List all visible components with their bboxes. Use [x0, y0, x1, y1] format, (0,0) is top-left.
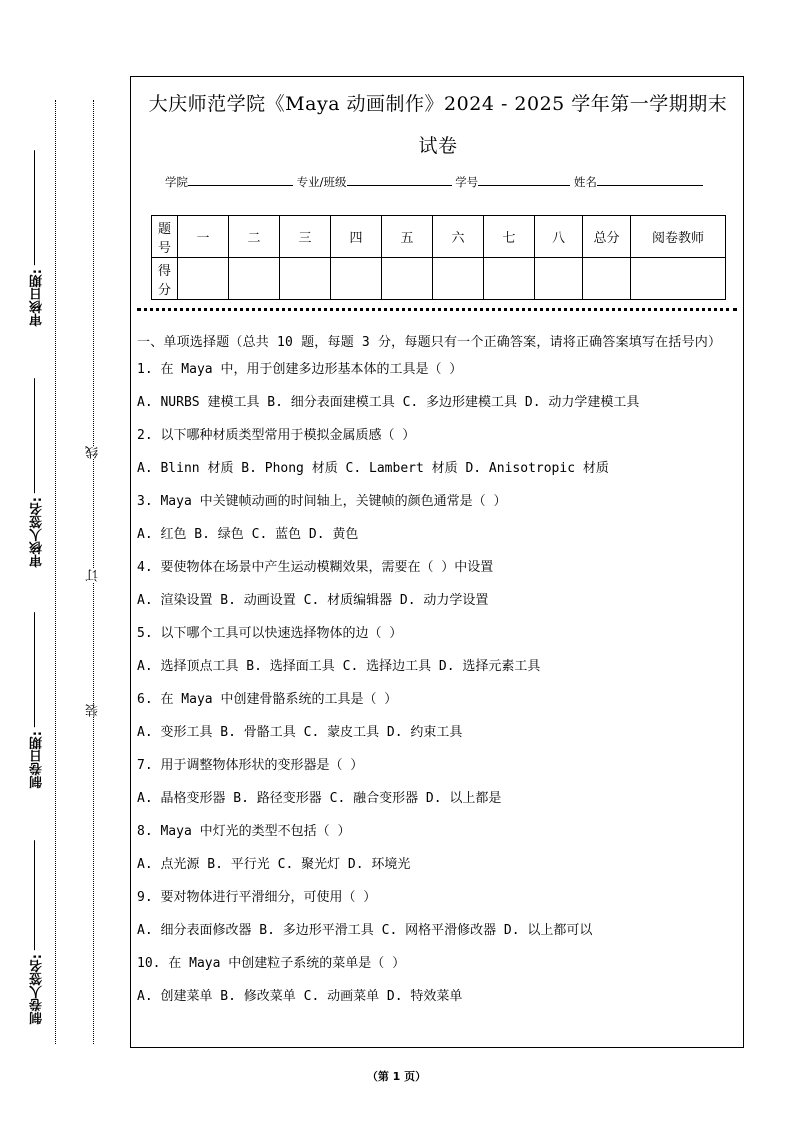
header-cell: 四	[331, 216, 382, 258]
header-cell: 七	[484, 216, 535, 258]
header-cell: 三	[280, 216, 331, 258]
question-text: 10. 在 Maya 中创建粒子系统的菜单是（ ）	[137, 956, 406, 971]
paper-maker-signature-field: 制卷人签名:	[28, 840, 48, 1024]
exam-title-line1: 大庆师范学院《Maya 动画制作》2024 - 2025 学年第一学期期末	[148, 93, 728, 115]
question-text: 6. 在 Maya 中创建骨骼系统的工具是（ ）	[137, 692, 398, 707]
header-cell: 六	[433, 216, 484, 258]
question-options: A. 创建菜单 B. 修改菜单 C. 动画菜单 D. 特效菜单	[137, 989, 463, 1004]
reviewer-signature-field: 审核人签名:	[28, 378, 48, 567]
binding-char-xian: 线	[86, 446, 101, 459]
score-label-cell: 得分	[152, 258, 178, 300]
name-label: 姓名	[573, 175, 597, 189]
section1	[137, 332, 741, 1019]
header-cell: 一	[178, 216, 229, 258]
binding-char-zhuang: 装	[86, 704, 101, 717]
question-options: A. 晶格变形器 B. 路径变形器 C. 融合变形器 D. 以上都是	[137, 791, 502, 806]
major-class-blank[interactable]	[347, 173, 452, 186]
question-options: A. 细分表面修改器 B. 多边形平滑工具 C. 网格平滑修改器 D. 以上都可以	[137, 923, 593, 938]
college-label: 学院	[165, 175, 188, 189]
question-text: 7. 用于调整物体形状的变形器是（ ）	[137, 758, 364, 773]
question-text: 1. 在 Maya 中，用于创建多边形基本体的工具是（ ）	[137, 362, 463, 377]
student-info-row	[165, 173, 703, 190]
student-id-blank[interactable]	[478, 173, 570, 186]
question-options: A. NURBS 建模工具 B. 细分表面建模工具 C. 多边形建模工具 D. 动力学建模工具	[137, 395, 640, 410]
student-id-label: 学号	[455, 175, 479, 189]
score-cell[interactable]	[331, 258, 382, 300]
question-options: A. 选择顶点工具 B. 选择面工具 C. 选择边工具 D. 选择元素工具	[137, 659, 541, 674]
score-cell[interactable]	[484, 258, 535, 300]
header-cell: 八	[535, 216, 583, 258]
college-blank[interactable]	[188, 173, 293, 186]
score-cell[interactable]	[178, 258, 229, 300]
score-table-score-row	[152, 258, 726, 300]
header-label-cell: 题号	[152, 216, 178, 258]
question-options: A. 变形工具 B. 骨骼工具 C. 蒙皮工具 D. 约束工具	[137, 725, 463, 740]
major-class-label: 专业/班级	[296, 175, 347, 189]
score-cell[interactable]	[631, 258, 726, 300]
paper-date-field: 制卷日期:	[28, 612, 48, 788]
exam-frame	[130, 76, 744, 1048]
question-text: 3. Maya 中关键帧动画的时间轴上，关键帧的颜色通常是（ ）	[137, 494, 507, 509]
score-table-header-row	[152, 216, 726, 258]
score-cell[interactable]	[535, 258, 583, 300]
review-date-field: 审核日期:	[28, 150, 48, 326]
score-cell[interactable]	[433, 258, 484, 300]
header-cell: 阅卷教师	[631, 216, 726, 258]
signature-column	[28, 150, 48, 1030]
question-options: A. Blinn 材质 B. Phong 材质 C. Lambert 材质 D. Anisotropic 材质	[137, 461, 609, 476]
question-text: 2. 以下哪种材质类型常用于模拟金属质感（ ）	[137, 428, 416, 443]
score-cell[interactable]	[382, 258, 433, 300]
question-text: 5. 以下哪个工具可以快速选择物体的边（ ）	[137, 626, 403, 641]
question-text: 8. Maya 中灯光的类型不包括（ ）	[137, 824, 351, 839]
header-cell: 五	[382, 216, 433, 258]
question-options: A. 点光源 B. 平行光 C. 聚光灯 D. 环境光	[137, 857, 411, 872]
question-text: 4. 要使物体在场景中产生运动模糊效果，需要在（ ）中设置	[137, 560, 494, 575]
separator-dotted-line	[137, 308, 737, 311]
score-cell[interactable]	[229, 258, 280, 300]
binding-char-ding: 订	[86, 569, 101, 582]
question-options: A. 红色 B. 绿色 C. 蓝色 D. 黄色	[137, 527, 359, 542]
question-options: A. 渲染设置 B. 动画设置 C. 材质编辑器 D. 动力学设置	[137, 593, 489, 608]
score-cell[interactable]	[583, 258, 631, 300]
binding-dotted-line-outer	[55, 100, 56, 1044]
header-cell: 二	[229, 216, 280, 258]
score-cell[interactable]	[280, 258, 331, 300]
question-text: 9. 要对物体进行平滑细分，可使用（ ）	[137, 890, 377, 905]
exam-title-line2: 试卷	[418, 135, 458, 157]
name-blank[interactable]	[597, 173, 703, 186]
score-table	[151, 215, 726, 300]
header-cell: 总分	[583, 216, 631, 258]
page-number: （第 1 页）	[366, 1070, 427, 1083]
section1-heading: 一、单项选择题（总共 10 题，每题 3 分，每题只有一个正确答案，请将正确答案填写在括号内）	[137, 335, 722, 350]
